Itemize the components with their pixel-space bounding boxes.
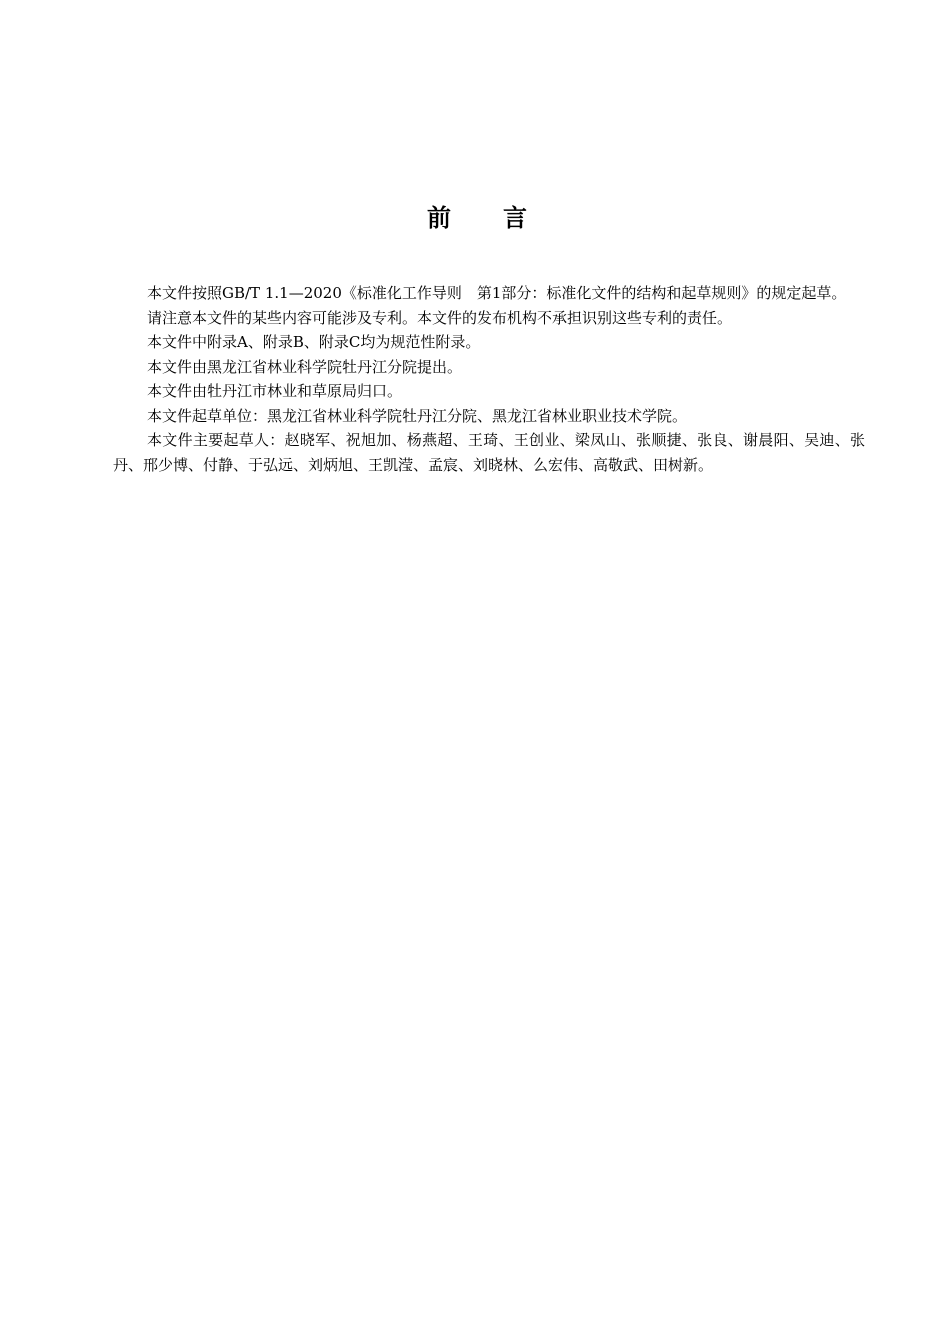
paragraph-patent-notice: 请注意本文件的某些内容可能涉及专利。本文件的发布机构不承担识别这些专利的责任。 (147, 308, 733, 327)
paragraph-drafting-standard: 本文件按照GB/T 1.1—2020《标准化工作导则 第1部分：标准化文件的结构和起草规则》的规定起草。 (147, 284, 847, 302)
page-title: 前言 (427, 204, 579, 232)
paragraph-drafters: 本文件主要起草人：赵晓军、祝旭加、杨燕超、王琦、王创业、梁凤山、张顺捷、张良、谢晨阳、吴迪、张丹、邢少博、付静、于弘远、刘炳旭、王凯滢、孟宸、刘晓林、么宏伟、高敬武、田树新。 (113, 431, 865, 474)
paragraph-drafting-units: 本文件起草单位：黑龙江省林业科学院牡丹江分院、黑龙江省林业职业技术学院。 (147, 406, 688, 425)
foreword-body (113, 281, 865, 477)
paragraph-appendix-note: 本文件中附录A、附录B、附录C均为规范性附录。 (147, 333, 481, 351)
paragraph-administrator: 本文件由牡丹江市林业和草原局归口。 (147, 382, 403, 400)
paragraph-proposer: 本文件由黑龙江省林业科学院牡丹江分院提出。 (147, 357, 463, 376)
